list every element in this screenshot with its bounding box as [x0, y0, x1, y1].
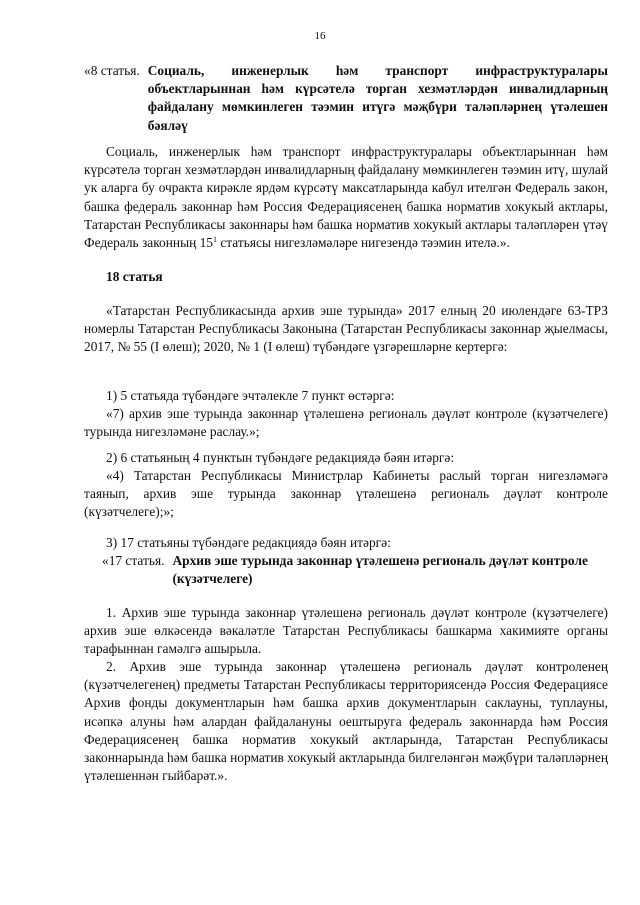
article-18-intro: «Татарстан Республикасында архив эше турында» 2017 елның 20 июлендәге 63-ТРЗ номерлы Татарстан Республикасы Законына (Татарстан Республикасы законнар җыелмасы, 2017, № 55 (I өлеш); 2020, № 1 (I өлеш) түбәндәге үзгәрешләрне кертергә: — [84, 303, 608, 355]
article-17-paragraph-2: 2. Архив эше турында законнар үтәлешенә региональ дәүләт контроленең (күзәтчелегенең) предметы Татарстан Республикасы территориясендә Россия Федерациясе Архив фонды документларын һәм башка архив документларын саклауны, туплауны, исәпкә алуны һәм алардан файдалануны оештыруга федераль законнарда һәм Россия Федерациясенең башка норматив хокукый актларында, Татарстан Республикасы законнарында һәм башка норматив хокукый актларында билгеләнгән мәҗбүри таләпләрнең үтәлешеннән гыйбарәт.». — [84, 659, 608, 784]
item-2-head: 2) 6 статьяның 4 пунктын түбәндәге редакциядә бәян итәргә: — [106, 450, 455, 465]
item-3-head: 3) 17 статьяны түбәндәге редакциядә бәян итәргә: — [106, 535, 391, 550]
page-number: 16 — [314, 30, 326, 42]
article-8-heading — [84, 62, 608, 135]
article-8-body-text: Социаль, инженерлык һәм транспорт инфраструктуралары объектларыннан һәм күрсәтелә торган хезмәтләрдән инвалидларның файдалану мөмкинлеген тәэмин итү, шулай ук аларга бу очракта кирәкле ярдәм күрсәтү максатларында кабул ителгән Федераль закон, башка федераль законнар һәм Россия Федерациясенең башка норматив хокукый актлары, Татарстан Республикасы законнары һәм башка норматив хокукый актлары таләпләрен үтәү Федераль законның 15 — [84, 144, 608, 251]
footnote-superscript: 1 — [212, 235, 217, 245]
item-2-text: «4) Татарстан Республикасы Министрлар Кабинеты раслый торган нигезләмәгә таянып, архив эше турында законнар үтәлешенә региональ дәүләт контроле (күзәтчелеге);»; — [84, 468, 608, 520]
article-17-heading — [102, 552, 608, 588]
article-8-heading-lead: «8 статья. — [84, 63, 140, 78]
item-1-text: «7) архив эше турында законнар үтәлешенә региональ дәүләт контроле (күзәтчелеге) турында нигезләмәне раслау.»; — [84, 406, 608, 440]
article-17-paragraph-1: 1. Архив эше турында законнар үтәлешенә региональ дәүләт контроле (күзәтчелеге) архив эше өлкәсендә вәкаләтле Татарстан Республикасы башкарма хакимияте органы тарафыннан гамәлгә ашырыла. — [84, 605, 608, 657]
article-8-body — [84, 143, 608, 252]
article-17-heading-lead: «17 статья. — [102, 553, 165, 568]
article-8-body-tail: статьясы нигезләмәләре нигезендә тәэмин ителә.». — [216, 235, 510, 251]
article-17-heading-title: Архив эше турында законнар үтәлешенә региональ дәүләт контроле (күзәтчелеге) — [172, 553, 588, 587]
article-8-heading-title: Социаль, инженерлык һәм транспорт инфраструктуралары объектларыннан һәм күрсәтелә торган хезмәтләрдән инвалидларның файдалану мөмкинлеген тәэмин итүгә мәҗбүри таләпләрнең үтәлешен бәяләү — [147, 63, 608, 133]
article-18-title: 18 статья — [106, 269, 163, 284]
item-1-head: 1) 5 статьяда түбәндәге эчтәлекле 7 пункт өстәргә: — [106, 388, 395, 403]
